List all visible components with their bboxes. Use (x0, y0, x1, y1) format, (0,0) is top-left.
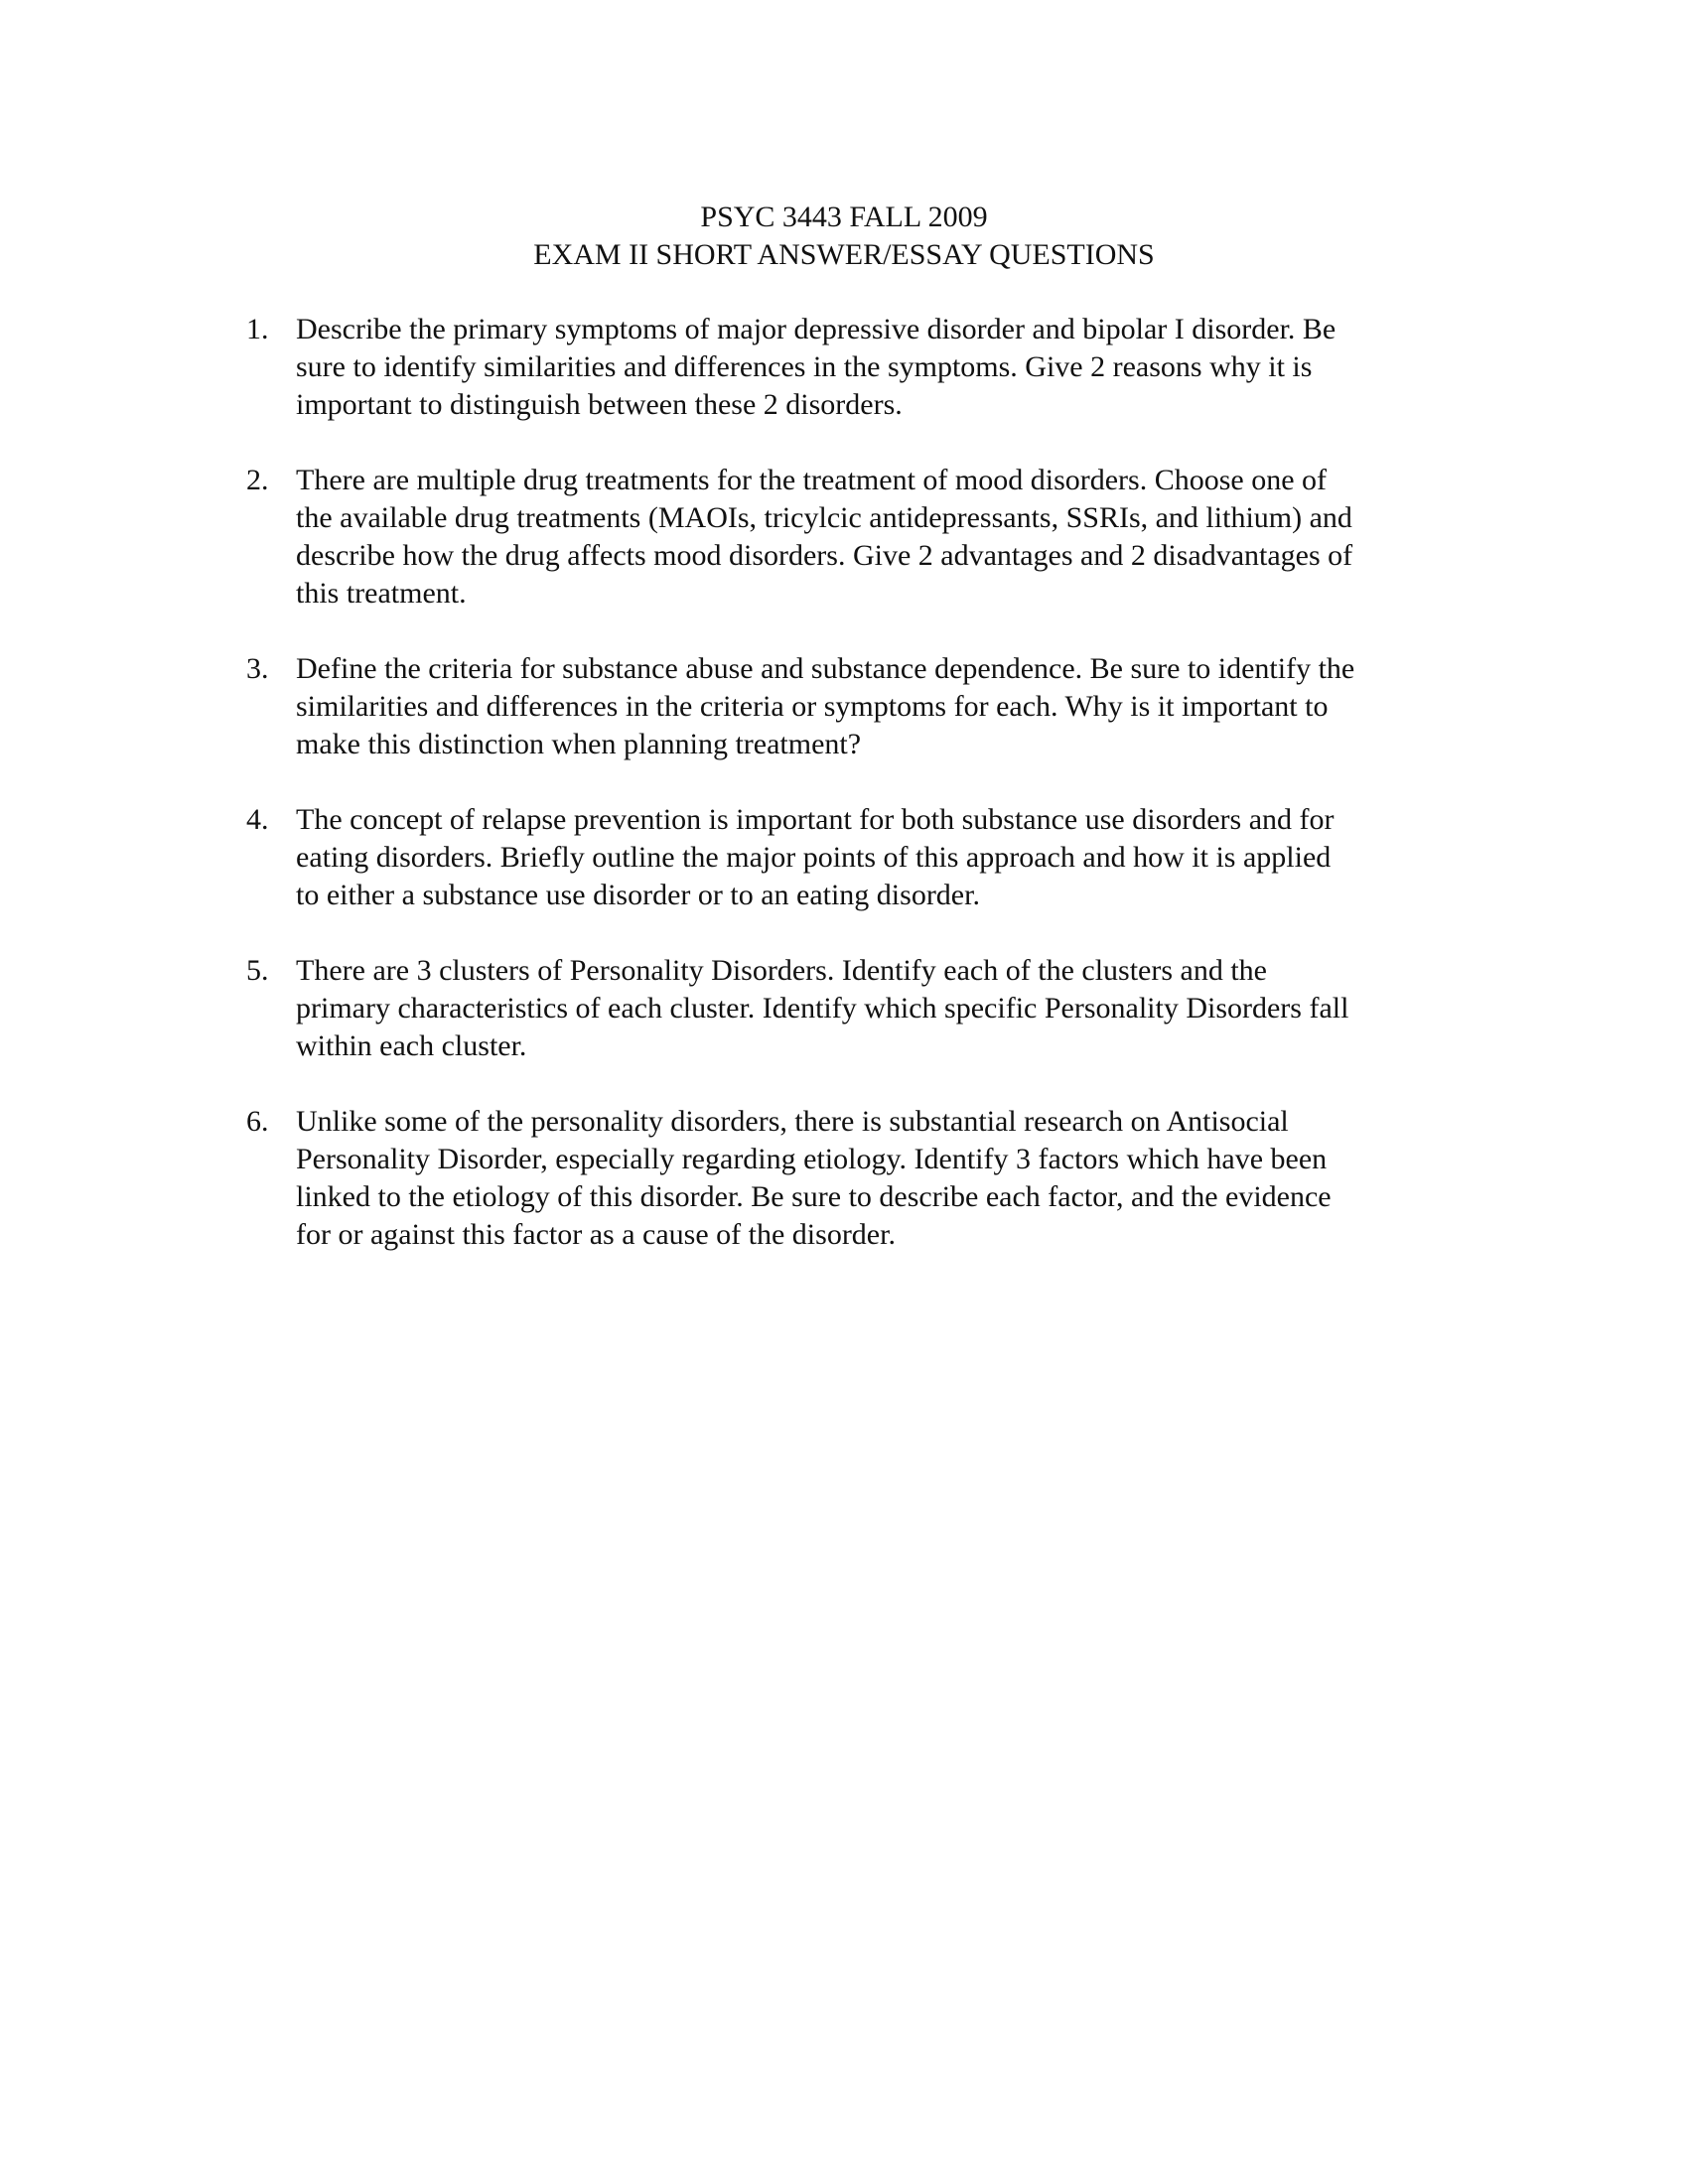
question-number: 2. (246, 464, 269, 496)
question-1 (246, 311, 1487, 424)
question-text-line: to either a substance use disorder or to an eating disorder. (296, 879, 980, 911)
course-title: PSYC 3443 FALL 2009 (700, 201, 988, 233)
question-5 (246, 952, 1487, 1065)
question-text-line: The concept of relapse prevention is important for both substance use disorders and for (296, 803, 1335, 836)
question-text-line: within each cluster. (296, 1029, 527, 1062)
question-text-line: Describe the primary symptoms of major depressive disorder and bipolar I disorder. Be (296, 313, 1336, 345)
exam-header (0, 199, 1688, 274)
question-6 (246, 1103, 1487, 1254)
question-number: 5. (246, 954, 269, 987)
question-text-line: for or against this factor as a cause of the disorder. (296, 1218, 896, 1251)
question-2 (246, 462, 1487, 613)
question-text-line: Personality Disorder, especially regarding etiology. Identify 3 factors which have been (296, 1143, 1328, 1175)
question-number: 4. (246, 803, 269, 836)
question-number: 6. (246, 1105, 269, 1138)
question-text-line: similarities and differences in the criteria or symptoms for each. Why is it important to (296, 690, 1329, 723)
question-text-line: make this distinction when planning treatment? (296, 728, 862, 760)
question-4 (246, 801, 1487, 914)
exam-title: EXAM II SHORT ANSWER/ESSAY QUESTIONS (533, 238, 1155, 271)
question-text-line: Define the criteria for substance abuse and substance dependence. Be sure to identify the (296, 652, 1355, 685)
question-text-line: linked to the etiology of this disorder. Be sure to describe each factor, and the evidence (296, 1180, 1332, 1213)
question-text-line: important to distinguish between these 2 disorders. (296, 388, 903, 421)
question-number: 3. (246, 652, 269, 685)
question-text-line: eating disorders. Briefly outline the major points of this approach and how it is applied (296, 841, 1332, 874)
question-text-line: sure to identify similarities and differences in the symptoms. Give 2 reasons why it is (296, 350, 1313, 383)
question-text-line: the available drug treatments (MAOIs, tricylcic antidepressants, SSRIs, and lithium) and (296, 501, 1352, 534)
question-text-line: There are 3 clusters of Personality Disorders. Identify each of the clusters and the (296, 954, 1267, 987)
question-text-line: primary characteristics of each cluster. Identify which specific Personality Disorders fall (296, 992, 1349, 1024)
question-text-line: this treatment. (296, 577, 467, 610)
question-text-line: Unlike some of the personality disorders, there is substantial research on Antisocial (296, 1105, 1289, 1138)
question-text-line: There are multiple drug treatments for the treatment of mood disorders. Choose one of (296, 464, 1328, 496)
question-3 (246, 650, 1487, 763)
question-list (246, 311, 1487, 1292)
question-number: 1. (246, 313, 269, 345)
question-text-line: describe how the drug affects mood disorders. Give 2 advantages and 2 disadvantages of (296, 539, 1353, 572)
